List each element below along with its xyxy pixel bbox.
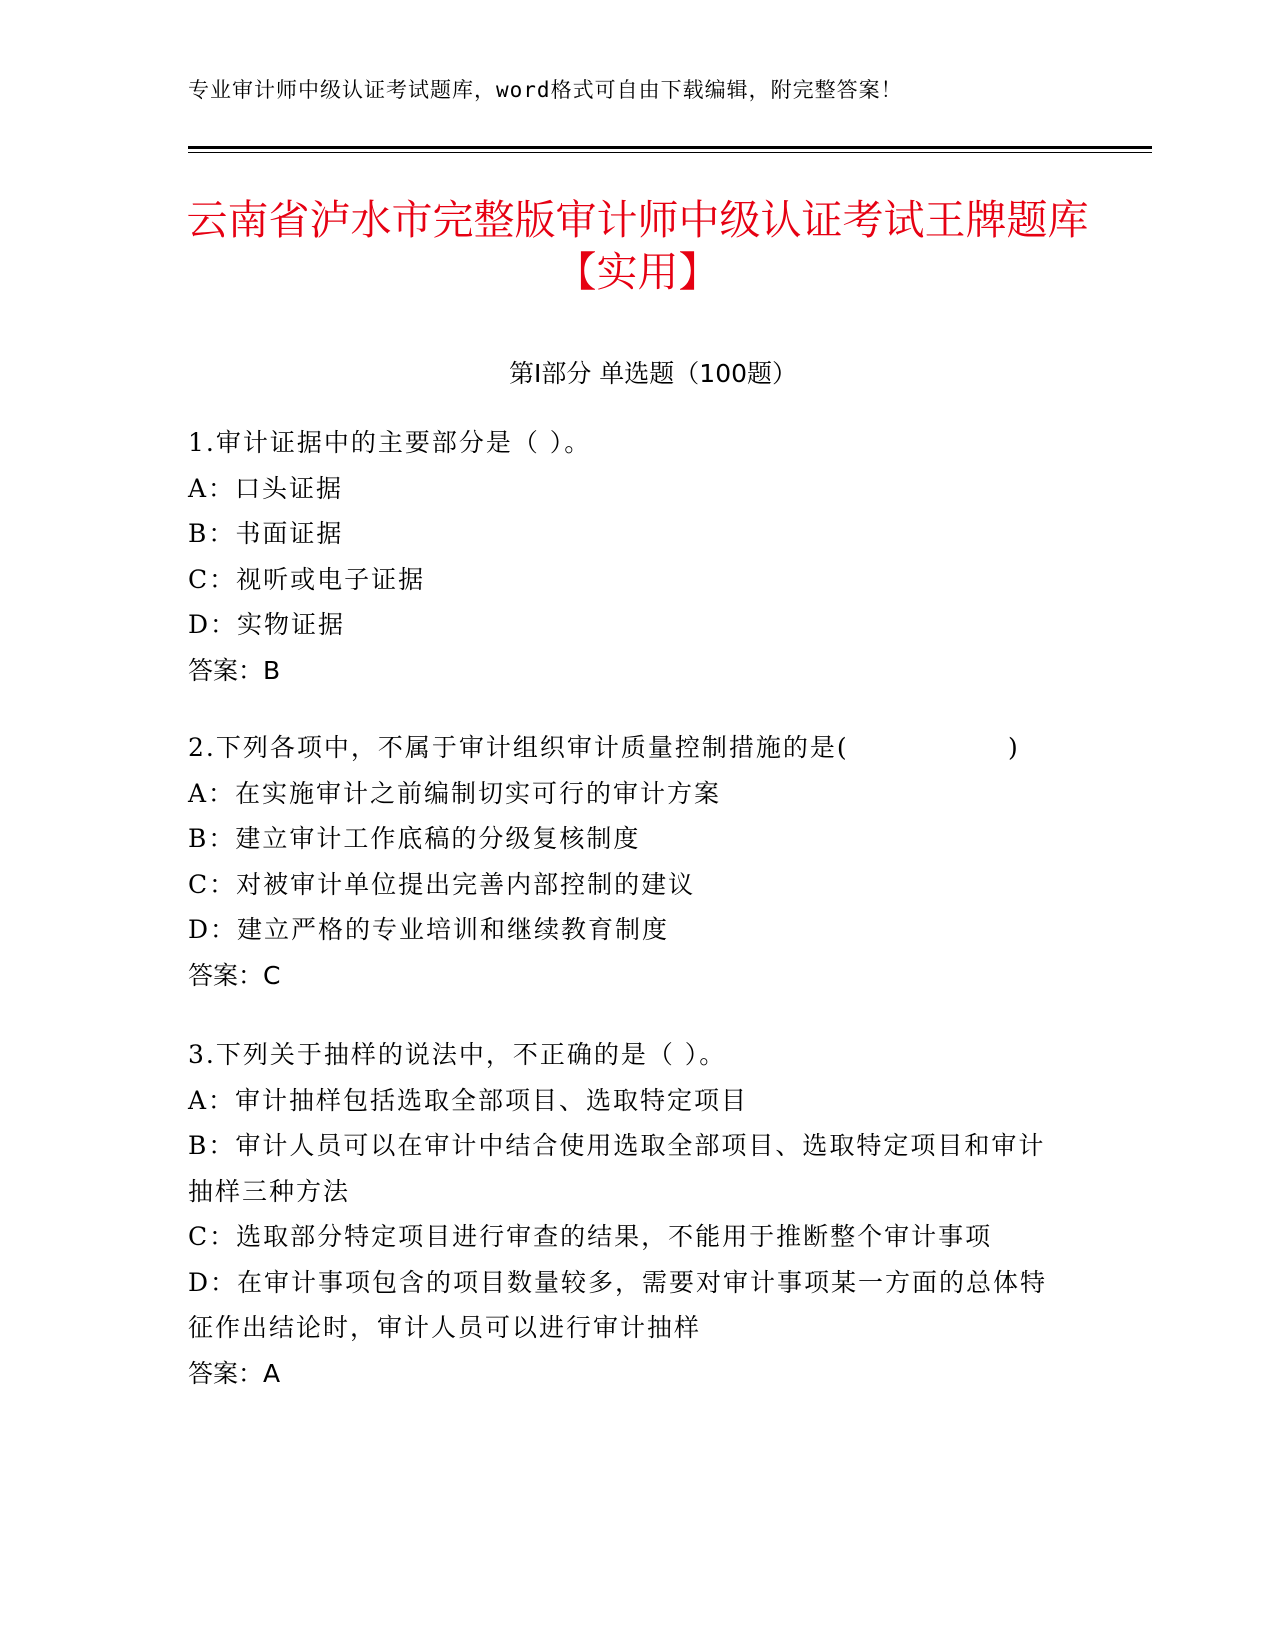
header-note: 专业审计师中级认证考试题库，word格式可自由下载编辑，附完整答案！ <box>188 78 903 102</box>
question-1-option-a: A：口头证据 <box>188 473 344 503</box>
question-2-option-d: D：建立严格的专业培训和继续教育制度 <box>188 915 670 944</box>
question-2-stem <box>188 725 1088 771</box>
question-1-option-d: D：实物证据 <box>188 610 346 639</box>
question-3-option-b: B：审计人员可以在审计中结合使用选取全部项目、选取特定项目和审计抽样三种方法 <box>188 1131 1046 1206</box>
question-3-option-c: C：选取部分特定项目进行审查的结果，不能用于推断整个审计事项 <box>188 1222 993 1251</box>
question-2-option-b: B：建立审计工作底稿的分级复核制度 <box>188 824 641 853</box>
document-title: 云南省泸水市完整版审计师中级认证考试王牌题库【实用】 <box>186 196 1089 296</box>
question-3-option-d: D：在审计事项包含的项目数量较多，需要对审计事项某一方面的总体特征作出结论时，审计人员可以进行审计抽样 <box>188 1267 1048 1342</box>
question-2-option-a: A：在实施审计之前编制切实可行的审计方案 <box>188 778 722 808</box>
question-1-stem: 1.审计证据中的主要部分是（ ）。 <box>188 428 592 457</box>
question-2-stem-close: ) <box>1008 733 1020 762</box>
question-1-option-b: B：书面证据 <box>188 519 344 548</box>
header-rule-thin <box>188 152 1152 153</box>
question-2-answer: 答案：C <box>188 960 281 990</box>
question-1 <box>188 420 1088 693</box>
question-2-stem-text: 2.下列各项中，不属于审计组织审计质量控制措施的是( <box>188 733 849 762</box>
question-3-answer: 答案：A <box>188 1358 281 1388</box>
section-heading: 第Ⅰ部分 单选题（100题） <box>508 359 798 388</box>
question-1-option-c: C：视听或电子证据 <box>188 564 426 594</box>
header-rule-thick <box>188 146 1152 149</box>
question-3-stem: 3.下列关于抽样的说法中，不正确的是（ ）。 <box>188 1040 727 1069</box>
question-3 <box>188 1032 1048 1396</box>
question-3-option-a: A：审计抽样包括选取全部项目、选取特定项目 <box>188 1085 749 1115</box>
question-1-answer: 答案：B <box>188 655 281 685</box>
question-2 <box>188 725 1088 998</box>
question-2-option-c: C：对被审计单位提出完善内部控制的建议 <box>188 869 696 899</box>
